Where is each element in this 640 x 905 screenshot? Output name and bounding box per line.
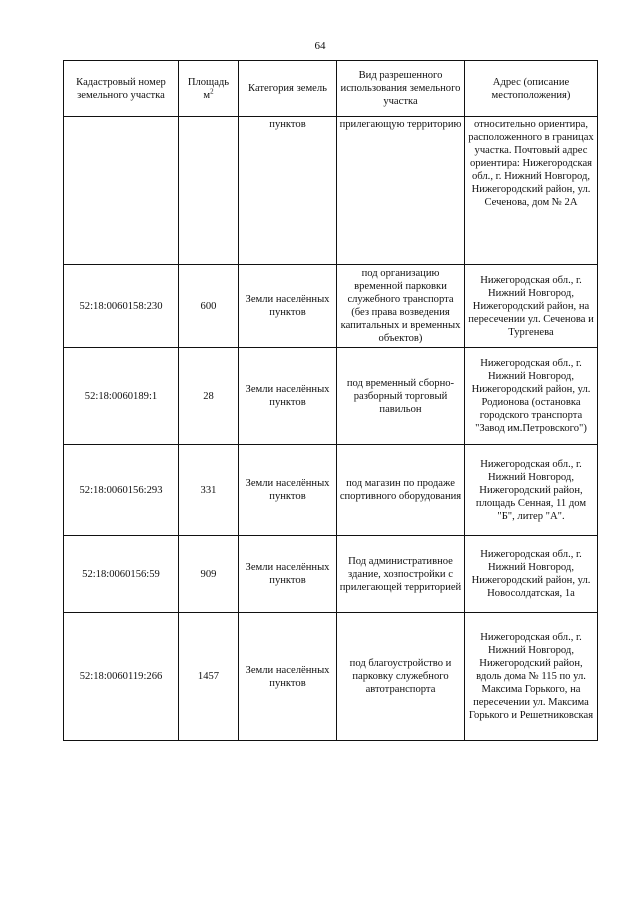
header-area-unit-exp: 2 bbox=[210, 86, 214, 95]
header-address: Адрес (описание местоположения) bbox=[465, 61, 598, 117]
table-row bbox=[64, 445, 598, 536]
header-cadastral: Кадастровый номер земельного участка bbox=[64, 61, 179, 117]
cell-category: Земли населённых пунктов bbox=[239, 348, 337, 445]
table-row bbox=[64, 613, 598, 741]
cell-address: Нижегородская обл., г. Нижний Новгород, Нижегородский район, вдоль дома № 115 по ул. Максима Горького, на пересечении ул. Максима Горького и Решетниковская bbox=[465, 613, 598, 741]
cell-cadastral: 52:18:0060189:1 bbox=[64, 348, 179, 445]
cell-cadastral: 52:18:0060156:293 bbox=[64, 445, 179, 536]
cell-category: Земли населённых пунктов bbox=[239, 613, 337, 741]
cell-address: Нижегородская обл., г. Нижний Новгород, Нижегородский район, площадь Сенная, 11 дом "Б", литер "А". bbox=[465, 445, 598, 536]
cell-area: 600 bbox=[179, 265, 239, 348]
header-area-unit: м bbox=[203, 89, 211, 101]
cell-category: Земли населённых пунктов bbox=[239, 265, 337, 348]
cell-address: Нижегородская обл., г. Нижний Новгород, Нижегородский район, ул. Родионова (остановка городского транспорта "Завод им.Петровского") bbox=[465, 348, 598, 445]
cell-usage: Под административное здание, хозпостройки с прилегающей территорией bbox=[337, 536, 465, 613]
header-area bbox=[179, 61, 239, 117]
table-row bbox=[64, 348, 598, 445]
page-number: 64 bbox=[314, 40, 326, 52]
header-category: Категория земель bbox=[239, 61, 337, 117]
cell-area bbox=[179, 117, 239, 265]
cell-usage: под магазин по продаже спортивного оборудования bbox=[337, 445, 465, 536]
cell-usage: под организацию временной парковки служебного транспорта (без права возведения капитальных и временных объектов) bbox=[337, 265, 465, 348]
land-plots-table bbox=[63, 60, 598, 741]
cell-cadastral bbox=[64, 117, 179, 265]
cell-category: Земли населённых пунктов bbox=[239, 445, 337, 536]
cell-area: 909 bbox=[179, 536, 239, 613]
cell-category: Земли населённых пунктов bbox=[239, 536, 337, 613]
table-row bbox=[64, 536, 598, 613]
cell-cadastral: 52:18:0060158:230 bbox=[64, 265, 179, 348]
cell-usage: под благоустройство и парковку служебного автотранспорта bbox=[337, 613, 465, 741]
cell-area: 1457 bbox=[179, 613, 239, 741]
cell-cadastral: 52:18:0060119:266 bbox=[64, 613, 179, 741]
cell-address: Нижегородская обл., г. Нижний Новгород, Нижегородский район, ул. Новосолдатская, 1а bbox=[465, 536, 598, 613]
table-header-row bbox=[64, 61, 598, 117]
table-row bbox=[64, 265, 598, 348]
cell-area: 331 bbox=[179, 445, 239, 536]
cell-category: пунктов bbox=[239, 117, 337, 265]
cell-usage: под временный сборно-разборный торговый павильон bbox=[337, 348, 465, 445]
header-area-label: Площадь bbox=[187, 76, 230, 88]
cell-cadastral: 52:18:0060156:59 bbox=[64, 536, 179, 613]
cell-address: Нижегородская обл., г. Нижний Новгород, Нижегородский район, на пересечении ул. Сеченова и Тургенева bbox=[465, 265, 598, 348]
header-usage: Вид разрешенного использования земельного участка bbox=[337, 61, 465, 117]
cell-area: 28 bbox=[179, 348, 239, 445]
cell-address: относительно ориентира, расположенного в границах участка. Почтовый адрес ориентира: Нижегородская обл., г. Нижний Новгород, Нижегородский район, ул. Сеченова, дом № 2А bbox=[465, 117, 598, 265]
cell-usage: прилегающую территорию bbox=[337, 117, 465, 265]
table-row-continuation bbox=[64, 117, 598, 265]
